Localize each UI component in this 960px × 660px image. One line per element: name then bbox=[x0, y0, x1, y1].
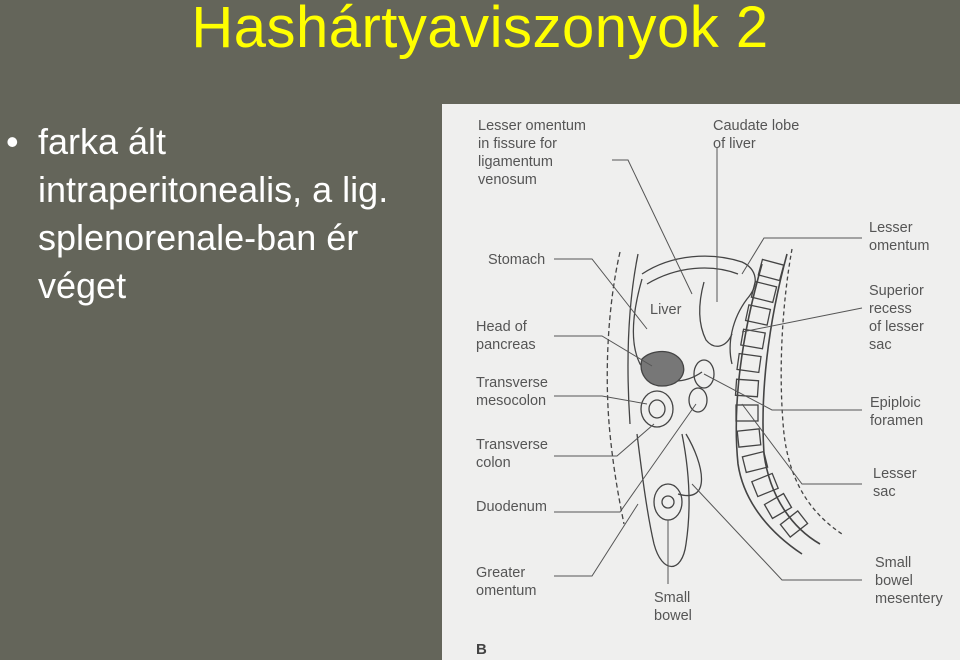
label-transverse-mesocolon: Transverse mesocolon bbox=[476, 375, 548, 409]
bullet-line: intraperitonealis, a lig. bbox=[38, 169, 389, 210]
transverse-colon-shape bbox=[641, 391, 673, 427]
small-bowel-lumen bbox=[662, 496, 674, 508]
figure-labels bbox=[476, 118, 943, 658]
abdominal-wall-line bbox=[607, 252, 624, 524]
label-duodenum: Duodenum bbox=[476, 499, 547, 515]
duodenum-shape bbox=[689, 388, 707, 412]
greater-omentum-line bbox=[637, 434, 689, 567]
label-liver: Liver bbox=[650, 302, 682, 318]
liver-inner-line bbox=[647, 268, 738, 284]
label-small-bowel-mesentery: Small bowel mesentery bbox=[875, 555, 943, 607]
label-stomach: Stomach bbox=[488, 252, 546, 268]
sagittal-section-diagram bbox=[442, 104, 960, 660]
bullet-line: farka ált bbox=[38, 121, 167, 162]
slide-title: Hashártyaviszonyok 2 bbox=[191, 0, 769, 60]
colon-lumen bbox=[649, 400, 665, 418]
pancreas-head bbox=[641, 351, 684, 386]
label-epiploic-foramen: Epiploic foramen bbox=[870, 395, 924, 429]
label-greater-omentum: Greater omentum bbox=[476, 565, 537, 599]
small-bowel-shape bbox=[654, 484, 682, 520]
panel-letter: B bbox=[476, 641, 487, 658]
bullet-icon: • bbox=[6, 121, 19, 162]
bullet-line: splenorenale-ban ér bbox=[38, 217, 359, 258]
bullet-line: véget bbox=[38, 265, 127, 306]
label-lesser-omentum: Lesser omentum bbox=[869, 220, 930, 254]
label-small-bowel: Small bowel bbox=[654, 590, 692, 624]
bullet-text bbox=[38, 118, 438, 310]
leader-lines bbox=[554, 148, 862, 584]
label-lesser-omentum-fissure: Lesser omentum in fissure for ligamentum venosum bbox=[478, 118, 586, 188]
label-lesser-sac: Lesser sac bbox=[873, 466, 917, 500]
vertebral-column bbox=[735, 254, 820, 554]
anatomy-figure bbox=[442, 104, 960, 660]
label-head-of-pancreas: Head of pancreas bbox=[476, 319, 536, 353]
label-superior-recess: Superior recess of lesser sac bbox=[869, 283, 924, 353]
posterior-wall-line bbox=[781, 249, 842, 534]
caudate-lobe bbox=[700, 282, 732, 346]
mesentery-line bbox=[678, 434, 702, 496]
label-caudate-lobe: Caudate lobe of liver bbox=[713, 118, 800, 152]
label-transverse-colon: Transverse colon bbox=[476, 437, 548, 471]
